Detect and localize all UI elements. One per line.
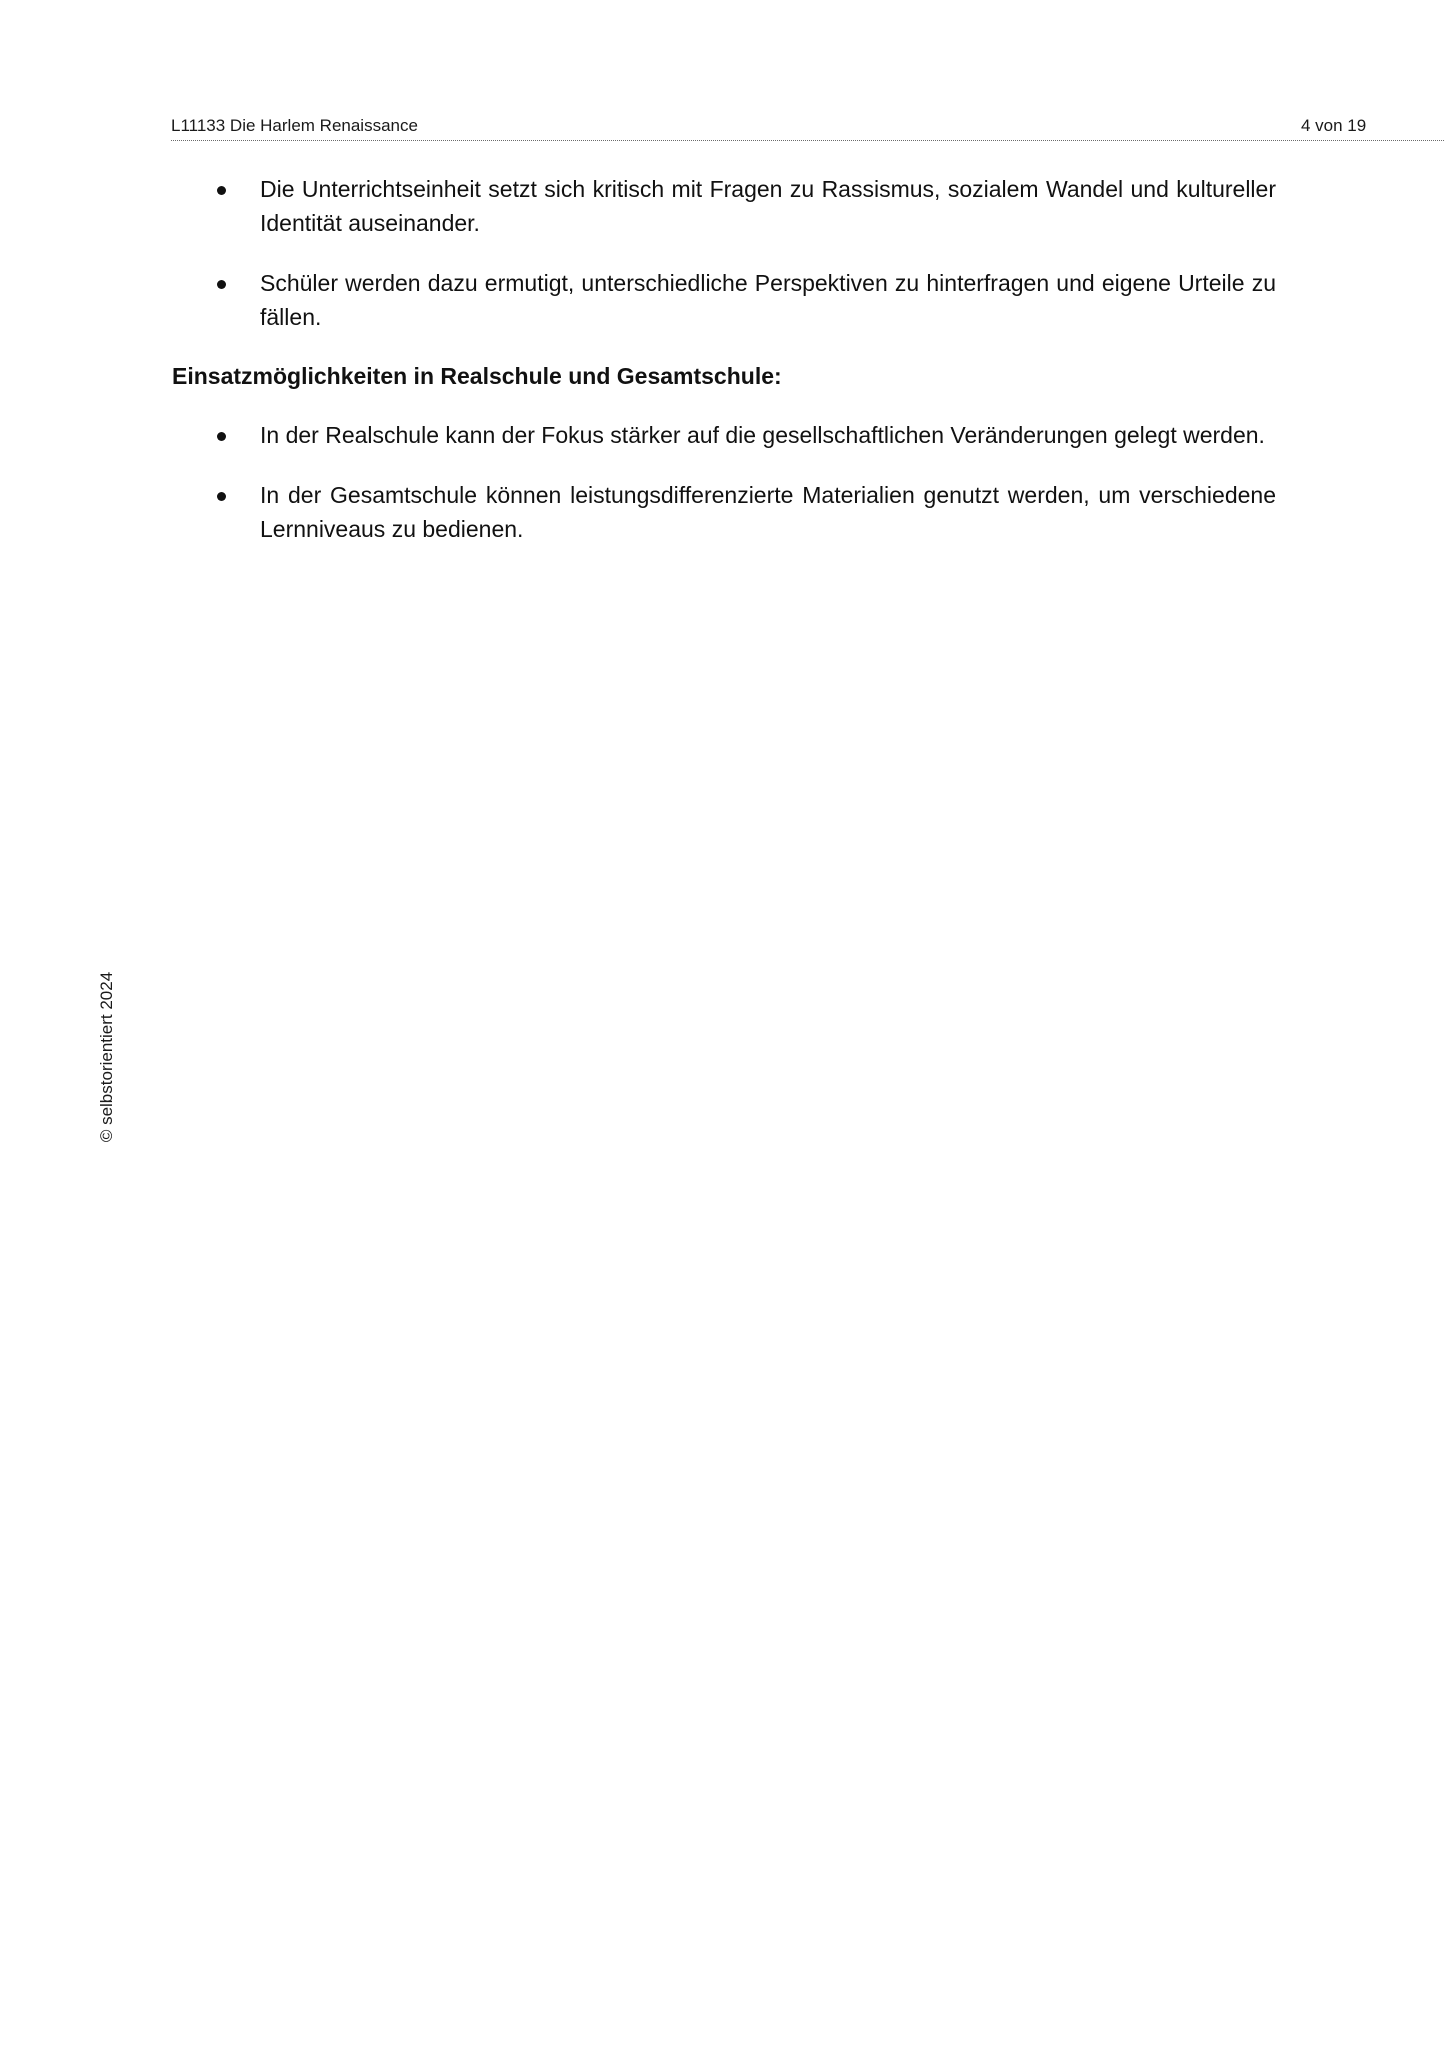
document-body (172, 172, 1276, 546)
bullet-icon (217, 432, 226, 441)
list-item (172, 266, 1276, 334)
list-item-text: Die Unterrichtseinheit setzt sich kritisch mit Fragen zu Rassismus, sozialem Wandel und kultureller Identität auseinander. (260, 176, 1276, 236)
section-bullet-list (172, 418, 1276, 546)
bullet-icon (217, 492, 226, 501)
intro-bullet-list (172, 172, 1276, 334)
list-item (172, 172, 1276, 240)
page-number: 4 von 19 (1301, 116, 1367, 135)
page-header (171, 114, 1444, 141)
list-item (172, 478, 1276, 546)
document-title: L11133 Die Harlem Renaissance (171, 116, 418, 135)
bullet-icon (217, 280, 226, 289)
list-item-text: In der Realschule kann der Fokus stärker auf die gesellschaftlichen Veränderungen gelegt werden. (260, 422, 1265, 448)
list-item-text: Schüler werden dazu ermutigt, unterschiedliche Perspektiven zu hinterfragen und eigene Urteile zu fällen. (260, 270, 1276, 330)
list-item-text: In der Gesamtschule können leistungsdifferenzierte Materialien genutzt werden, um verschiedene Lernniveaus zu bedienen. (260, 482, 1276, 542)
section-heading: Einsatzmöglichkeiten in Realschule und Gesamtschule: (172, 363, 782, 389)
bullet-icon (217, 186, 226, 195)
copyright-note: © selbstorientiert 2024 (97, 971, 116, 1143)
list-item (172, 418, 1276, 452)
